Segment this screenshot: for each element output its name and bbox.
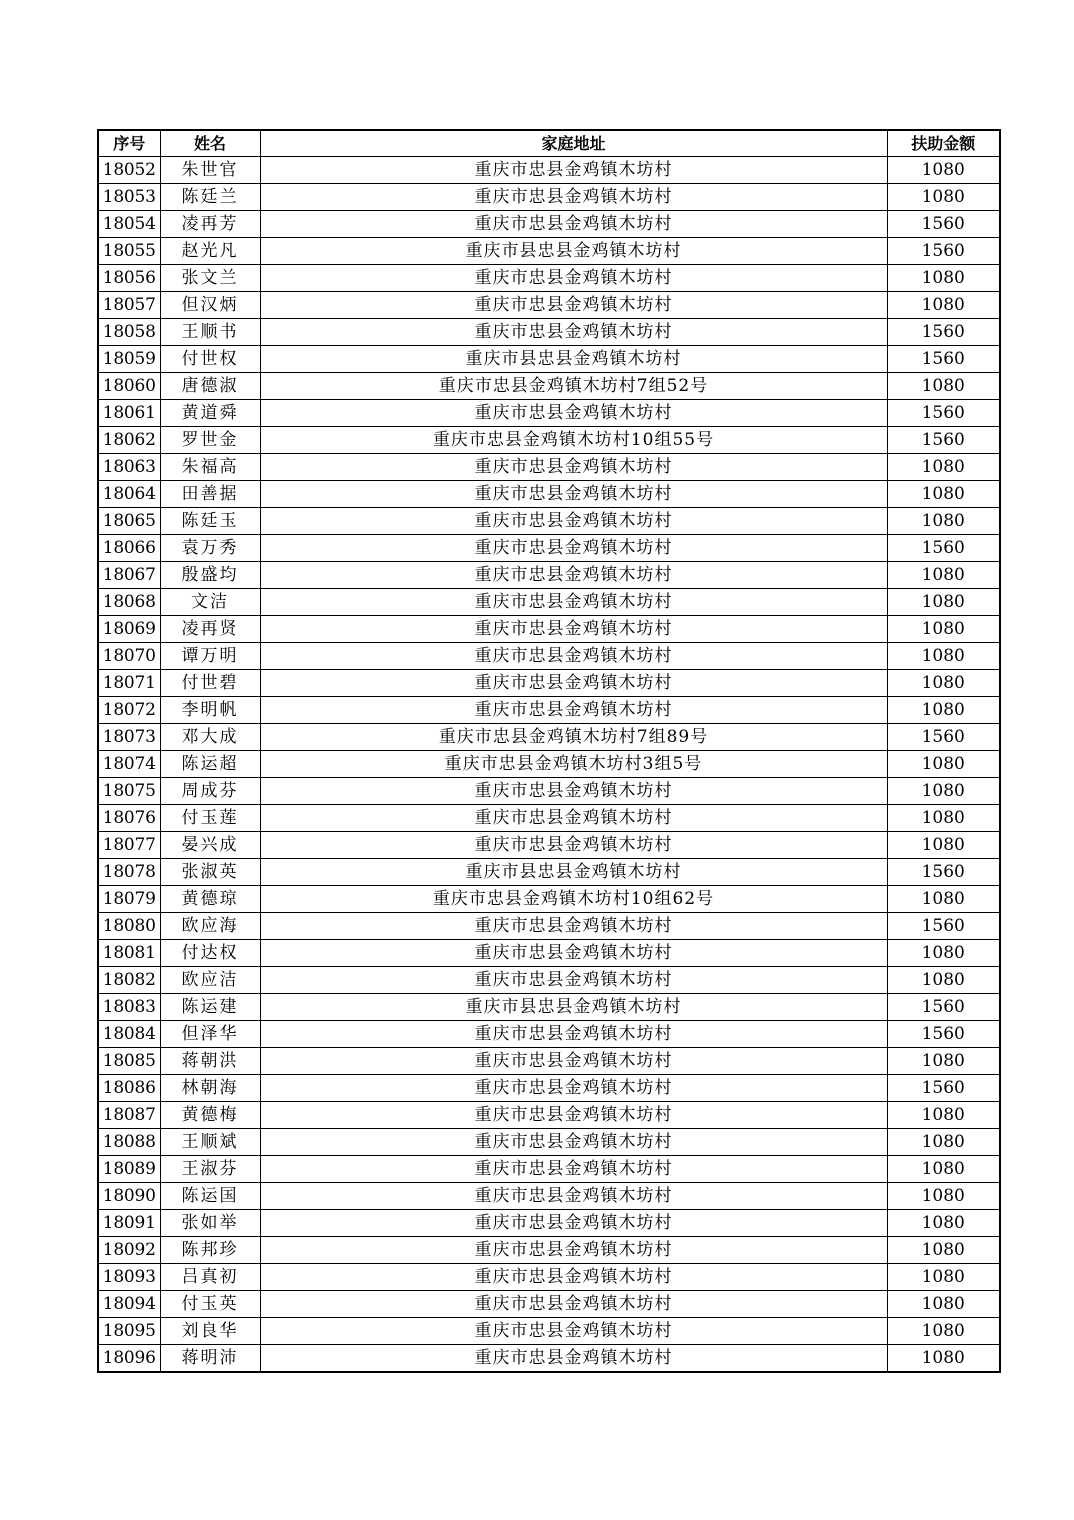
table-row [98,346,1000,373]
address-cell: 重庆市忠县金鸡镇木坊村 [260,1102,887,1129]
serial-number-cell: 18071 [98,670,160,697]
name-cell: 陈运国 [160,1183,260,1210]
table-row [98,1021,1000,1048]
serial-number-cell: 18066 [98,535,160,562]
serial-number-cell: 18086 [98,1075,160,1102]
address-cell: 重庆市县忠县金鸡镇木坊村 [260,994,887,1021]
name-cell: 田善据 [160,481,260,508]
name-cell: 李明帆 [160,697,260,724]
address-cell: 重庆市忠县金鸡镇木坊村 [260,940,887,967]
amount-cell: 1080 [887,589,1000,616]
name-cell: 罗世金 [160,427,260,454]
amount-cell: 1080 [887,1129,1000,1156]
address-cell: 重庆市忠县金鸡镇木坊村 [260,400,887,427]
serial-number-cell: 18070 [98,643,160,670]
address-cell: 重庆市忠县金鸡镇木坊村 [260,319,887,346]
table-row [98,265,1000,292]
amount-cell: 1080 [887,1210,1000,1237]
address-cell: 重庆市县忠县金鸡镇木坊村 [260,859,887,886]
address-cell: 重庆市忠县金鸡镇木坊村 [260,643,887,670]
header-serial-number: 序号 [98,130,160,157]
amount-cell: 1080 [887,1291,1000,1318]
serial-number-cell: 18054 [98,211,160,238]
serial-number-cell: 18064 [98,481,160,508]
amount-cell: 1560 [887,400,1000,427]
amount-cell: 1080 [887,940,1000,967]
table-header [98,130,1000,157]
serial-number-cell: 18089 [98,1156,160,1183]
header-row [98,130,1000,157]
name-cell: 陈运超 [160,751,260,778]
table-row [98,1237,1000,1264]
name-cell: 但泽华 [160,1021,260,1048]
serial-number-cell: 18078 [98,859,160,886]
serial-number-cell: 18060 [98,373,160,400]
amount-cell: 1080 [887,1264,1000,1291]
address-cell: 重庆市忠县金鸡镇木坊村 [260,1183,887,1210]
name-cell: 张如举 [160,1210,260,1237]
address-cell: 重庆市忠县金鸡镇木坊村 [260,562,887,589]
amount-cell: 1080 [887,454,1000,481]
table-row [98,1264,1000,1291]
serial-number-cell: 18075 [98,778,160,805]
name-cell: 邓大成 [160,724,260,751]
table-row [98,1102,1000,1129]
table-row [98,292,1000,319]
serial-number-cell: 18067 [98,562,160,589]
name-cell: 蒋朝洪 [160,1048,260,1075]
address-cell: 重庆市忠县金鸡镇木坊村7组52号 [260,373,887,400]
table-row [98,589,1000,616]
name-cell: 晏兴成 [160,832,260,859]
amount-cell: 1080 [887,481,1000,508]
name-cell: 黄道舜 [160,400,260,427]
serial-number-cell: 18074 [98,751,160,778]
name-cell: 付玉莲 [160,805,260,832]
name-cell: 黄德梅 [160,1102,260,1129]
serial-number-cell: 18084 [98,1021,160,1048]
address-cell: 重庆市忠县金鸡镇木坊村10组62号 [260,886,887,913]
address-cell: 重庆市忠县金鸡镇木坊村 [260,292,887,319]
address-cell: 重庆市忠县金鸡镇木坊村 [260,1237,887,1264]
amount-cell: 1080 [887,670,1000,697]
serial-number-cell: 18077 [98,832,160,859]
amount-cell: 1560 [887,535,1000,562]
table-row [98,940,1000,967]
table-row [98,427,1000,454]
address-cell: 重庆市忠县金鸡镇木坊村 [260,535,887,562]
amount-cell: 1560 [887,211,1000,238]
name-cell: 王淑芬 [160,1156,260,1183]
name-cell: 王顺斌 [160,1129,260,1156]
address-cell: 重庆市忠县金鸡镇木坊村 [260,697,887,724]
table-row [98,562,1000,589]
address-cell: 重庆市忠县金鸡镇木坊村 [260,1156,887,1183]
header-name: 姓名 [160,130,260,157]
table-row [98,832,1000,859]
amount-cell: 1560 [887,319,1000,346]
amount-cell: 1560 [887,994,1000,1021]
name-cell: 凌再贤 [160,616,260,643]
name-cell: 张文兰 [160,265,260,292]
amount-cell: 1080 [887,1048,1000,1075]
name-cell: 袁万秀 [160,535,260,562]
amount-cell: 1080 [887,1156,1000,1183]
amount-cell: 1080 [887,184,1000,211]
table-row [98,400,1000,427]
serial-number-cell: 18076 [98,805,160,832]
serial-number-cell: 18059 [98,346,160,373]
name-cell: 殷盛均 [160,562,260,589]
address-cell: 重庆市忠县金鸡镇木坊村 [260,481,887,508]
amount-cell: 1560 [887,724,1000,751]
table-row [98,373,1000,400]
serial-number-cell: 18061 [98,400,160,427]
name-cell: 付世碧 [160,670,260,697]
serial-number-cell: 18069 [98,616,160,643]
address-cell: 重庆市忠县金鸡镇木坊村 [260,157,887,184]
serial-number-cell: 18055 [98,238,160,265]
amount-cell: 1080 [887,805,1000,832]
serial-number-cell: 18083 [98,994,160,1021]
address-cell: 重庆市忠县金鸡镇木坊村 [260,778,887,805]
table-row [98,751,1000,778]
address-cell: 重庆市忠县金鸡镇木坊村 [260,616,887,643]
name-cell: 凌再芳 [160,211,260,238]
serial-number-cell: 18096 [98,1345,160,1373]
address-cell: 重庆市县忠县金鸡镇木坊村 [260,238,887,265]
serial-number-cell: 18088 [98,1129,160,1156]
address-cell: 重庆市忠县金鸡镇木坊村3组5号 [260,751,887,778]
address-cell: 重庆市忠县金鸡镇木坊村10组55号 [260,427,887,454]
table-row [98,481,1000,508]
serial-number-cell: 18079 [98,886,160,913]
serial-number-cell: 18073 [98,724,160,751]
amount-cell: 1560 [887,238,1000,265]
address-cell: 重庆市忠县金鸡镇木坊村 [260,211,887,238]
table-row [98,1291,1000,1318]
amount-cell: 1080 [887,967,1000,994]
name-cell: 赵光凡 [160,238,260,265]
address-cell: 重庆市忠县金鸡镇木坊村 [260,265,887,292]
name-cell: 周成芬 [160,778,260,805]
serial-number-cell: 18080 [98,913,160,940]
name-cell: 陈运建 [160,994,260,1021]
amount-cell: 1080 [887,616,1000,643]
name-cell: 欧应海 [160,913,260,940]
table-row [98,670,1000,697]
amount-cell: 1080 [887,1237,1000,1264]
amount-cell: 1080 [887,1102,1000,1129]
serial-number-cell: 18093 [98,1264,160,1291]
table-row [98,805,1000,832]
amount-cell: 1080 [887,265,1000,292]
table-row [98,454,1000,481]
address-cell: 重庆市忠县金鸡镇木坊村 [260,1129,887,1156]
serial-number-cell: 18065 [98,508,160,535]
name-cell: 林朝海 [160,1075,260,1102]
address-cell: 重庆市忠县金鸡镇木坊村 [260,1345,887,1373]
name-cell: 付玉英 [160,1291,260,1318]
amount-cell: 1080 [887,292,1000,319]
address-cell: 重庆市忠县金鸡镇木坊村 [260,805,887,832]
address-cell: 重庆市忠县金鸡镇木坊村 [260,832,887,859]
amount-cell: 1080 [887,886,1000,913]
table-row [98,616,1000,643]
name-cell: 唐德淑 [160,373,260,400]
name-cell: 欧应洁 [160,967,260,994]
table-row [98,913,1000,940]
name-cell: 陈廷兰 [160,184,260,211]
serial-number-cell: 18081 [98,940,160,967]
name-cell: 陈廷玉 [160,508,260,535]
address-cell: 重庆市忠县金鸡镇木坊村 [260,1075,887,1102]
serial-number-cell: 18095 [98,1318,160,1345]
amount-cell: 1080 [887,832,1000,859]
name-cell: 陈邦珍 [160,1237,260,1264]
table-row [98,157,1000,184]
table-row [98,859,1000,886]
amount-cell: 1080 [887,157,1000,184]
table-row [98,319,1000,346]
address-cell: 重庆市忠县金鸡镇木坊村 [260,1264,887,1291]
name-cell: 蒋明沛 [160,1345,260,1373]
table-row [98,886,1000,913]
serial-number-cell: 18052 [98,157,160,184]
address-cell: 重庆市忠县金鸡镇木坊村 [260,184,887,211]
header-home-address: 家庭地址 [260,130,887,157]
serial-number-cell: 18087 [98,1102,160,1129]
name-cell: 文洁 [160,589,260,616]
table-row [98,994,1000,1021]
table-row [98,643,1000,670]
table-row [98,238,1000,265]
amount-cell: 1080 [887,697,1000,724]
table-body [98,157,1000,1373]
table-row [98,211,1000,238]
name-cell: 朱福高 [160,454,260,481]
name-cell: 黄德琼 [160,886,260,913]
amount-cell: 1560 [887,1075,1000,1102]
serial-number-cell: 18068 [98,589,160,616]
name-cell: 谭万明 [160,643,260,670]
address-cell: 重庆市忠县金鸡镇木坊村 [260,670,887,697]
name-cell: 刘良华 [160,1318,260,1345]
table-row [98,1210,1000,1237]
name-cell: 朱世官 [160,157,260,184]
table-row [98,1129,1000,1156]
amount-cell: 1080 [887,778,1000,805]
address-cell: 重庆市忠县金鸡镇木坊村7组89号 [260,724,887,751]
table-row [98,508,1000,535]
address-cell: 重庆市忠县金鸡镇木坊村 [260,1318,887,1345]
name-cell: 付达权 [160,940,260,967]
amount-cell: 1560 [887,427,1000,454]
address-cell: 重庆市忠县金鸡镇木坊村 [260,589,887,616]
table-row [98,967,1000,994]
amount-cell: 1080 [887,1318,1000,1345]
serial-number-cell: 18058 [98,319,160,346]
serial-number-cell: 18082 [98,967,160,994]
table-row [98,1183,1000,1210]
serial-number-cell: 18085 [98,1048,160,1075]
address-cell: 重庆市忠县金鸡镇木坊村 [260,913,887,940]
amount-cell: 1080 [887,373,1000,400]
table-row [98,697,1000,724]
address-cell: 重庆市忠县金鸡镇木坊村 [260,454,887,481]
address-cell: 重庆市忠县金鸡镇木坊村 [260,1291,887,1318]
amount-cell: 1560 [887,346,1000,373]
serial-number-cell: 18092 [98,1237,160,1264]
amount-cell: 1080 [887,751,1000,778]
name-cell: 吕真初 [160,1264,260,1291]
address-cell: 重庆市忠县金鸡镇木坊村 [260,1021,887,1048]
table-row [98,1345,1000,1373]
serial-number-cell: 18091 [98,1210,160,1237]
amount-cell: 1560 [887,1021,1000,1048]
name-cell: 王顺书 [160,319,260,346]
serial-number-cell: 18062 [98,427,160,454]
table-row [98,184,1000,211]
name-cell: 但汉炳 [160,292,260,319]
serial-number-cell: 18090 [98,1183,160,1210]
amount-cell: 1560 [887,913,1000,940]
address-cell: 重庆市忠县金鸡镇木坊村 [260,508,887,535]
amount-cell: 1080 [887,643,1000,670]
table-row [98,1048,1000,1075]
address-cell: 重庆市忠县金鸡镇木坊村 [260,1048,887,1075]
table-row [98,1156,1000,1183]
serial-number-cell: 18056 [98,265,160,292]
address-cell: 重庆市忠县金鸡镇木坊村 [260,1210,887,1237]
address-cell: 重庆市忠县金鸡镇木坊村 [260,967,887,994]
serial-number-cell: 18094 [98,1291,160,1318]
table-row [98,724,1000,751]
serial-number-cell: 18063 [98,454,160,481]
name-cell: 付世权 [160,346,260,373]
amount-cell: 1080 [887,508,1000,535]
serial-number-cell: 18057 [98,292,160,319]
serial-number-cell: 18053 [98,184,160,211]
table-row [98,1075,1000,1102]
table-row [98,1318,1000,1345]
amount-cell: 1080 [887,1183,1000,1210]
amount-cell: 1080 [887,562,1000,589]
amount-cell: 1560 [887,859,1000,886]
address-cell: 重庆市县忠县金鸡镇木坊村 [260,346,887,373]
table-row [98,778,1000,805]
serial-number-cell: 18072 [98,697,160,724]
table-row [98,535,1000,562]
header-subsidy-amount: 扶助金额 [887,130,1000,157]
name-cell: 张淑英 [160,859,260,886]
amount-cell: 1080 [887,1345,1000,1373]
subsidy-table [97,129,1001,1373]
